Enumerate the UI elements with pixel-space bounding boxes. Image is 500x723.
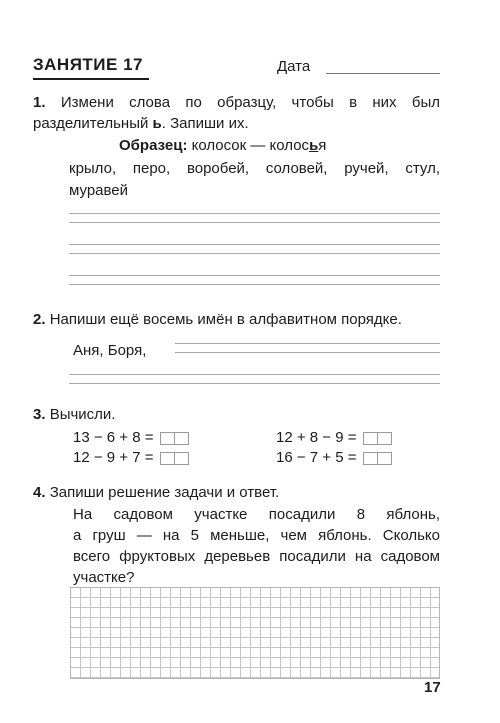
problem-line: участке? <box>73 569 135 586</box>
writing-line[interactable] <box>175 352 440 353</box>
task1-number: 1. <box>33 94 46 111</box>
expression-row <box>73 428 189 448</box>
expression-text: 13 − 6 + 8 = <box>73 429 154 446</box>
task1-soft-sign: ь <box>152 115 162 132</box>
writing-line[interactable] <box>69 222 440 223</box>
answer-box[interactable] <box>363 432 392 445</box>
task3-number: 3. <box>33 406 46 423</box>
expression-row <box>276 428 392 448</box>
answer-box[interactable] <box>160 432 189 445</box>
example-dash: — <box>250 137 266 154</box>
writing-line[interactable] <box>69 374 440 375</box>
problem-line: всего фруктовых деревьев посадили на садовом <box>73 548 440 565</box>
task4-text: Запиши решение задачи и ответ. <box>49 484 280 501</box>
task1-line2-pre: разделительный <box>33 115 153 132</box>
task2-number: 2. <box>33 311 46 328</box>
writing-line[interactable] <box>69 213 440 214</box>
task1-instruction-line2 <box>33 113 249 134</box>
example-result-pre: колос <box>269 137 310 154</box>
writing-line[interactable] <box>69 284 440 285</box>
example-label: Образец: <box>119 137 188 154</box>
task1-words-line2: муравей <box>69 182 129 199</box>
writing-line[interactable] <box>69 244 440 245</box>
squared-answer-grid[interactable] <box>70 587 440 679</box>
example-result-sign: ь <box>309 137 319 154</box>
task3-instruction <box>33 404 115 425</box>
task1-line2-post: . Запиши их. <box>161 115 249 132</box>
page-number: 17 <box>424 679 441 696</box>
writing-line[interactable] <box>175 343 440 344</box>
date-label: Дата <box>277 58 311 75</box>
expression-text: 16 − 7 + 5 = <box>276 449 357 466</box>
expression-row <box>73 448 189 468</box>
lesson-title: ЗАНЯТИЕ 17 <box>33 55 143 74</box>
answer-box[interactable] <box>363 452 392 465</box>
task3-text: Вычисли. <box>49 406 116 423</box>
task1-line1-text: Измени слова по образцу, чтобы в них был <box>60 94 441 111</box>
answer-box[interactable] <box>160 452 189 465</box>
writing-line[interactable] <box>69 275 440 276</box>
task2-names-start: Аня, Боря, <box>73 342 147 359</box>
title-underline <box>33 78 149 80</box>
expression-text: 12 + 8 − 9 = <box>276 429 357 446</box>
problem-line: На садовом участке посадили 8 яблонь, <box>73 506 440 523</box>
task1-example <box>119 135 326 156</box>
task4-number: 4. <box>33 484 46 501</box>
task2-text: Напиши ещё восемь имён в алфавитном порядке. <box>49 311 402 328</box>
expression-text: 12 − 9 + 7 = <box>73 449 154 466</box>
writing-line[interactable] <box>69 383 440 384</box>
writing-line[interactable] <box>69 253 440 254</box>
expression-row <box>276 448 392 468</box>
example-word: колосок <box>191 137 247 154</box>
example-result-post: я <box>318 137 327 154</box>
problem-line: а груш — на 5 меньше, чем яблонь. Сколько <box>73 527 440 544</box>
task2-instruction <box>33 309 402 330</box>
date-field-line[interactable] <box>326 73 440 74</box>
task1-instruction-line1 <box>33 92 440 113</box>
task1-words-line1: крыло, перо, воробей, соловей, ручей, стул, <box>69 160 440 177</box>
task4-instruction <box>33 482 279 503</box>
